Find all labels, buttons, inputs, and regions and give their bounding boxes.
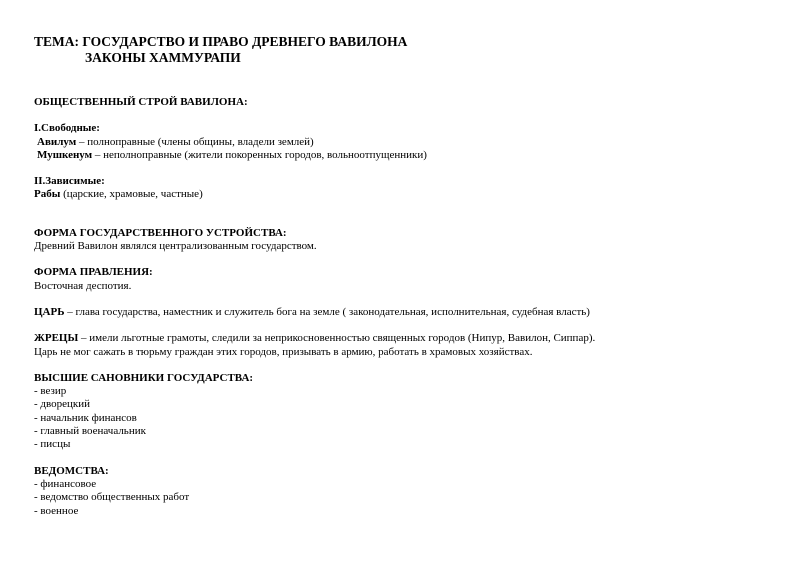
list-item: - везир bbox=[34, 385, 67, 398]
king-term: ЦАРЬ bbox=[34, 305, 65, 318]
list-item: - писцы bbox=[34, 438, 71, 451]
officials-heading: ВЫСШИЕ САНОВНИКИ ГОСУДАРСТВА: bbox=[34, 371, 254, 384]
priests-term: ЖРЕЦЫ bbox=[34, 332, 79, 345]
free-item-term: Авилум bbox=[37, 135, 77, 148]
officials-section bbox=[34, 372, 774, 452]
priests-text: – имели льготные грамоты, следили за неприкосновенностью священных городов (Нипур, Вавилон, Сиппар). bbox=[78, 332, 596, 345]
state-form-section bbox=[34, 227, 774, 254]
free-item-text: – неполноправные (жители покоренных городов, вольноотпущенники) bbox=[92, 148, 427, 161]
dependent-item-text: (царские, храмовые, частные) bbox=[60, 188, 203, 201]
king-section bbox=[34, 306, 774, 319]
dependent-heading: II.Зависимые: bbox=[34, 175, 105, 188]
document-page bbox=[34, 34, 774, 518]
priests-line bbox=[34, 332, 774, 345]
list-item: - начальник финансов bbox=[34, 411, 137, 424]
state-form-heading: ФОРМА ГОСУДАРСТВЕННОГО УСТРОЙСТВА: bbox=[34, 226, 287, 239]
free-item-mushkenum bbox=[34, 149, 774, 162]
list-item: - дворецкий bbox=[34, 398, 91, 411]
government-form-heading: ФОРМА ПРАВЛЕНИЯ: bbox=[34, 266, 153, 279]
king-line bbox=[34, 306, 774, 319]
document-title-line1: ТЕМА: ГОСУДАРСТВО И ПРАВО ДРЕВНЕГО ВАВИЛОНА bbox=[34, 34, 408, 49]
government-form-section bbox=[34, 266, 774, 293]
list-item: - ведомство общественных работ bbox=[34, 491, 190, 504]
state-form-text: Древний Вавилон являлся централизованным государством. bbox=[34, 240, 317, 253]
list-item: - главный военачальник bbox=[34, 425, 146, 438]
list-item: - финансовое bbox=[34, 477, 97, 490]
government-form-text: Восточная деспотия. bbox=[34, 279, 132, 292]
free-heading: I.Свободные: bbox=[34, 122, 100, 135]
departments-section bbox=[34, 465, 774, 518]
dependent-item-slaves bbox=[34, 188, 774, 201]
list-item: - военное bbox=[34, 504, 79, 517]
dependent-item-term: Рабы bbox=[34, 188, 61, 201]
priests-section bbox=[34, 332, 774, 359]
free-item-avilum bbox=[34, 136, 774, 149]
free-item-text: – полноправные (члены общины, владели землей) bbox=[76, 135, 314, 148]
priests-line-2: Царь не мог сажать в тюрьму граждан этих городов, призывать в армию, работать в храмовых хозяйствах. bbox=[34, 345, 533, 358]
free-item-term: Мушкенум bbox=[37, 148, 93, 161]
king-text: – глава государства, наместник и служитель бога на земле ( законодательная, исполнительная, судебная власть) bbox=[64, 305, 590, 318]
social-structure-section bbox=[34, 96, 774, 202]
document-title-line2: ЗАКОНЫ ХАММУРАПИ bbox=[85, 50, 241, 65]
social-structure-heading: ОБЩЕСТВЕННЫЙ СТРОЙ ВАВИЛОНА: bbox=[34, 96, 248, 108]
departments-heading: ВЕДОМСТВА: bbox=[34, 464, 109, 477]
